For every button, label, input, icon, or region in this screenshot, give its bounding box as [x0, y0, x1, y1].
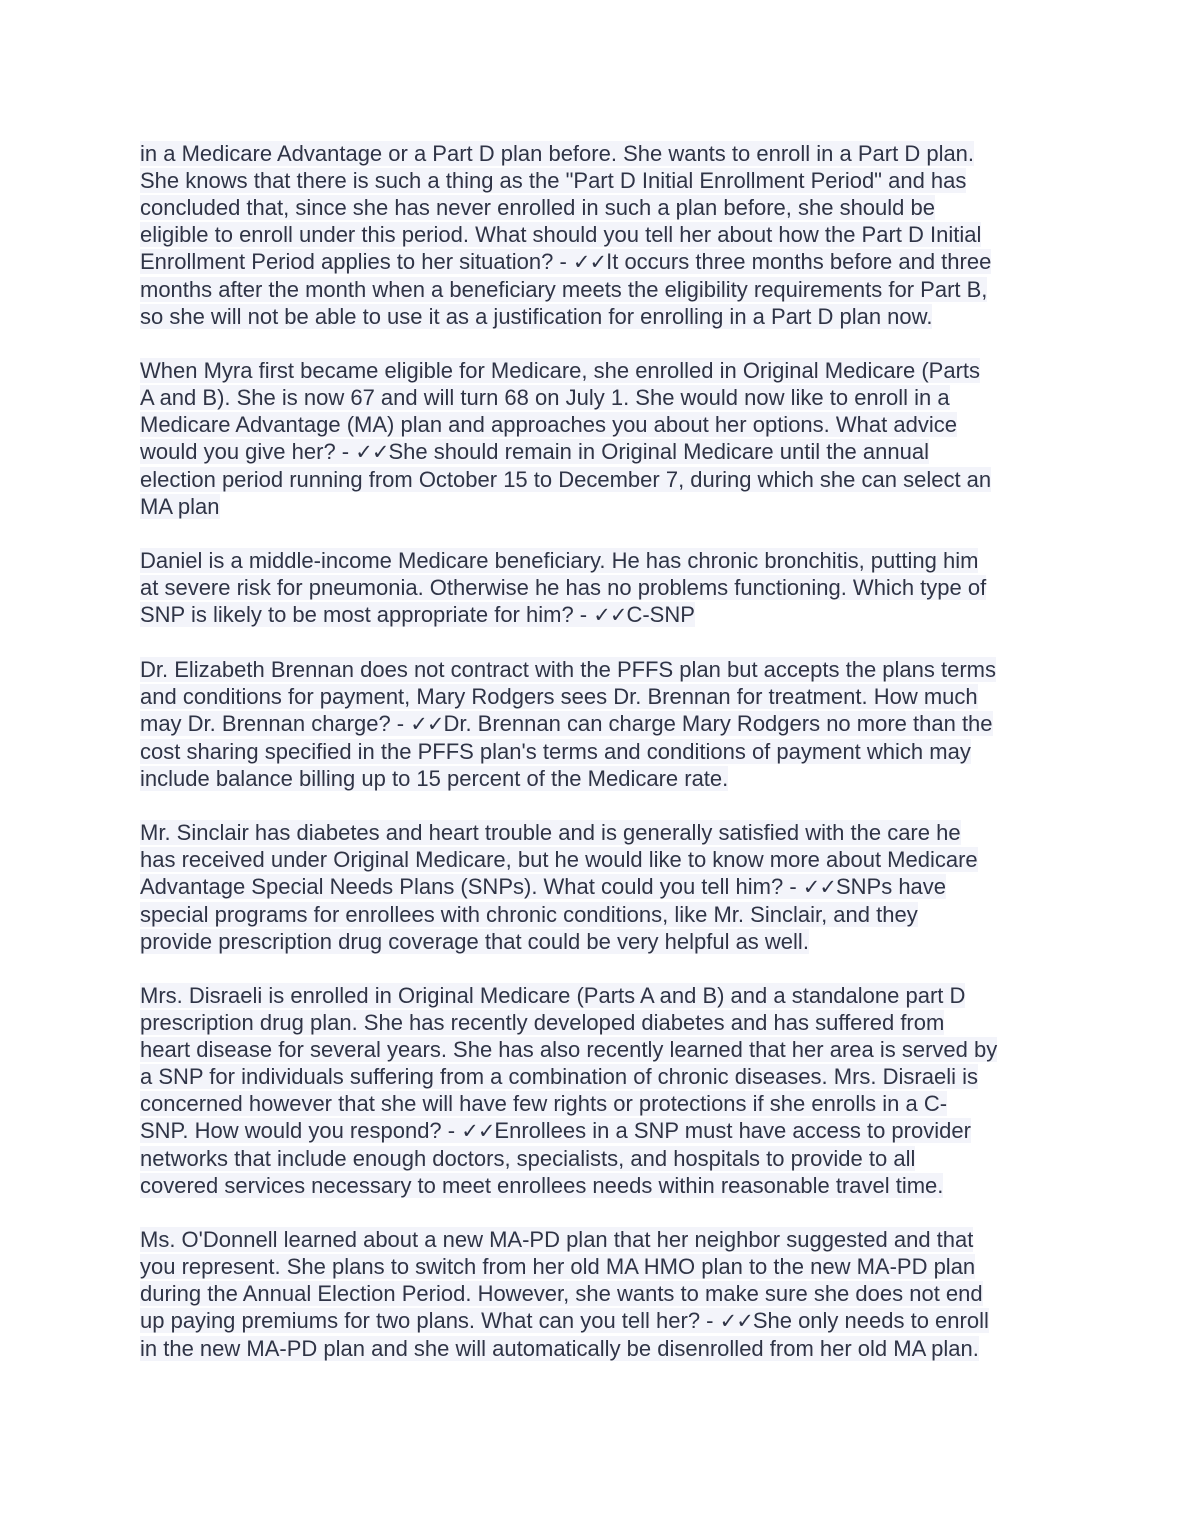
check-icon: ✓✓ [355, 440, 389, 464]
text-line: include balance billing up to 15 percent of the Medicare rate. [140, 766, 729, 791]
check-icon: ✓✓ [410, 712, 444, 736]
text-line: prescription drug plan. She has recently developed diabetes and has suffered from [140, 1010, 945, 1035]
qa-paragraph [140, 140, 1055, 330]
text-line: in a Medicare Advantage or a Part D plan before. She wants to enroll in a Part D plan. [140, 141, 975, 166]
answer-line: would you give her? - ✓✓She should remain in Original Medicare until the annual [140, 439, 929, 464]
answer-line: Enrollment Period applies to her situation? - ✓✓It occurs three months before and three [140, 249, 992, 274]
text-line: has received under Original Medicare, but he would like to know more about Medicare [140, 847, 978, 872]
text-line: covered services necessary to meet enrollees needs within reasonable travel time. [140, 1173, 944, 1198]
document-page [140, 140, 1055, 1389]
check-icon: ✓✓ [719, 1309, 753, 1333]
text-line: A and B). She is now 67 and will turn 68 on July 1. She would now like to enroll in a [140, 385, 950, 410]
answer-line: Advantage Special Needs Plans (SNPs). What could you tell him? - ✓✓SNPs have [140, 874, 947, 899]
text-line: Mrs. Disraeli is enrolled in Original Medicare (Parts A and B) and a standalone part D [140, 983, 966, 1008]
check-icon: ✓✓ [572, 250, 607, 274]
answer-line: SNP is likely to be most appropriate for him? - ✓✓C-SNP [140, 602, 695, 627]
text-line: at severe risk for pneumonia. Otherwise he has no problems functioning. Which type of [140, 575, 987, 600]
text-line: concluded that, since she has never enrolled in such a plan before, she should be [140, 195, 935, 220]
text-line: MA plan [140, 494, 220, 519]
text-line: a SNP for individuals suffering from a combination of chronic diseases. Mrs. Disraeli is [140, 1064, 978, 1089]
check-icon: ✓✓ [593, 603, 627, 627]
text-line: provide prescription drug coverage that could be very helpful as well. [140, 929, 809, 954]
check-icon: ✓✓ [461, 1119, 495, 1143]
qa-paragraph [140, 547, 1055, 629]
text-line: and conditions for payment, Mary Rodgers sees Dr. Brennan for treatment. How much [140, 684, 978, 709]
qa-paragraph [140, 819, 1055, 955]
check-icon: ✓✓ [802, 875, 836, 899]
text-line: months after the month when a beneficiary meets the eligibility requirements for Part B, [140, 277, 988, 302]
qa-paragraph [140, 1226, 1055, 1362]
text-line: election period running from October 15 to December 7, during which she can select an [140, 467, 992, 492]
text-line: Mr. Sinclair has diabetes and heart trouble and is generally satisfied with the care he [140, 820, 961, 845]
text-line: heart disease for several years. She has also recently learned that her area is served by [140, 1037, 998, 1062]
text-line: in the new MA-PD plan and she will automatically be disenrolled from her old MA plan. [140, 1336, 979, 1361]
text-line: Ms. O'Donnell learned about a new MA-PD plan that her neighbor suggested and that [140, 1227, 974, 1252]
answer-line: may Dr. Brennan charge? - ✓✓Dr. Brennan can charge Mary Rodgers no more than the [140, 711, 993, 736]
text-line: special programs for enrollees with chronic conditions, like Mr. Sinclair, and they [140, 902, 918, 927]
text-line: She knows that there is such a thing as the "Part D Initial Enrollment Period" and has [140, 168, 967, 193]
answer-line: SNP. How would you respond? - ✓✓Enrollees in a SNP must have access to provider [140, 1118, 971, 1143]
text-line: When Myra first became eligible for Medicare, she enrolled in Original Medicare (Parts [140, 358, 981, 383]
text-line: concerned however that she will have few rights or protections if she enrolls in a C- [140, 1091, 948, 1116]
text-line: during the Annual Election Period. However, she wants to make sure she does not end [140, 1281, 983, 1306]
text-line: Daniel is a middle-income Medicare beneficiary. He has chronic bronchitis, putting him [140, 548, 979, 573]
text-line: so she will not be able to use it as a justification for enrolling in a Part D plan now. [140, 304, 933, 329]
text-line: Dr. Elizabeth Brennan does not contract with the PFFS plan but accepts the plans terms [140, 657, 997, 682]
answer-line: up paying premiums for two plans. What can you tell her? - ✓✓She only needs to enroll [140, 1308, 989, 1333]
text-line: eligible to enroll under this period. What should you tell her about how the Part D Initial [140, 222, 982, 247]
text-line: you represent. She plans to switch from her old MA HMO plan to the new MA-PD plan [140, 1254, 976, 1279]
text-line: networks that include enough doctors, specialists, and hospitals to provide to all [140, 1146, 916, 1171]
qa-paragraph [140, 656, 1055, 792]
text-line: cost sharing specified in the PFFS plan's terms and conditions of payment which may [140, 739, 971, 764]
qa-paragraph [140, 357, 1055, 520]
qa-paragraph [140, 982, 1055, 1199]
text-line: Medicare Advantage (MA) plan and approaches you about her options. What advice [140, 412, 957, 437]
